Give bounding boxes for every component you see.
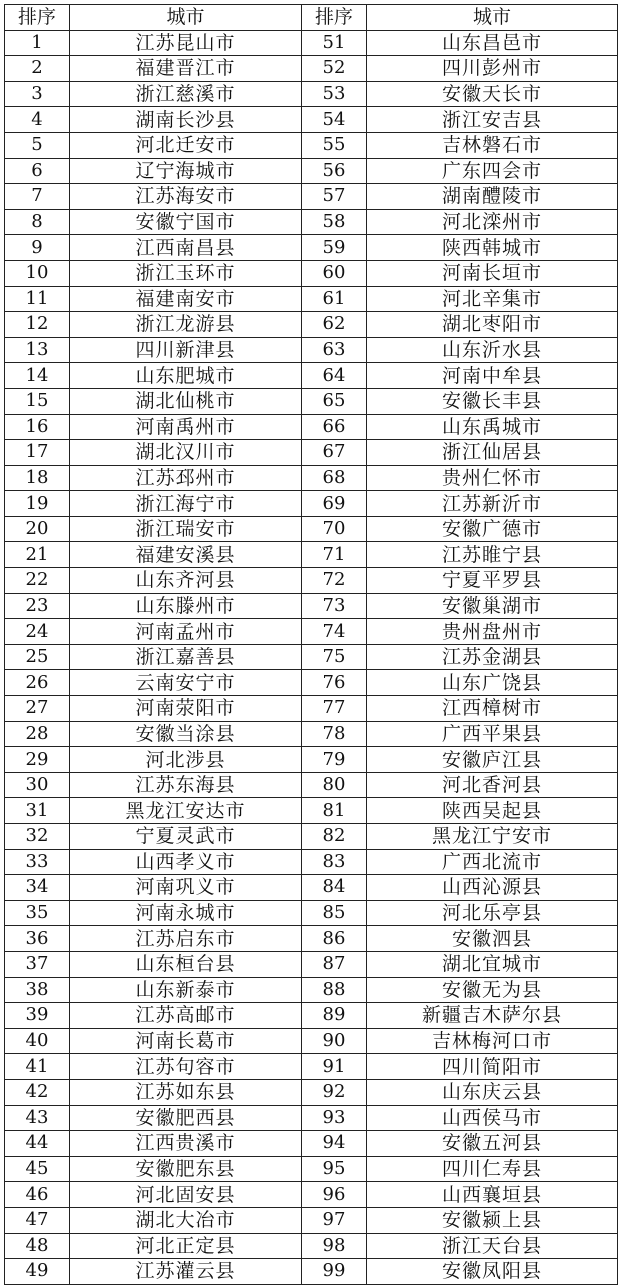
city-left-cell: 黑龙江安达市 (70, 798, 302, 824)
rank-left-cell: 46 (5, 1182, 70, 1208)
city-right-cell: 吉林磐石市 (367, 132, 618, 158)
rank-left-cell: 12 (5, 312, 70, 338)
table-row (5, 184, 618, 210)
header-rank-right: 排序 (302, 5, 367, 31)
rank-right-cell: 58 (302, 209, 367, 235)
table-row (5, 593, 618, 619)
table-row (5, 1105, 618, 1131)
rank-left-cell: 11 (5, 286, 70, 312)
rank-left-cell: 20 (5, 516, 70, 542)
rank-left-cell: 21 (5, 542, 70, 568)
table-row (5, 849, 618, 875)
city-ranking-table (4, 4, 618, 1285)
city-left-cell: 河南巩义市 (70, 875, 302, 901)
rank-left-cell: 40 (5, 1028, 70, 1054)
rank-left-cell: 1 (5, 30, 70, 56)
rank-right-cell: 72 (302, 568, 367, 594)
rank-left-cell: 3 (5, 81, 70, 107)
rank-right-cell: 74 (302, 619, 367, 645)
rank-left-cell: 38 (5, 977, 70, 1003)
table-row (5, 1259, 618, 1285)
city-left-cell: 河北涉县 (70, 747, 302, 773)
city-left-cell: 河北正定县 (70, 1233, 302, 1259)
table-row (5, 158, 618, 184)
city-left-cell: 湖北大冶市 (70, 1207, 302, 1233)
rank-right-cell: 57 (302, 184, 367, 210)
rank-right-cell: 97 (302, 1207, 367, 1233)
table-row (5, 132, 618, 158)
city-left-cell: 江苏如东县 (70, 1079, 302, 1105)
rank-right-cell: 59 (302, 235, 367, 261)
city-left-cell: 河南长葛市 (70, 1028, 302, 1054)
city-right-cell: 河北乐亭县 (367, 900, 618, 926)
city-right-cell: 贵州仁怀市 (367, 465, 618, 491)
rank-left-cell: 16 (5, 414, 70, 440)
rank-right-cell: 94 (302, 1131, 367, 1157)
rank-left-cell: 23 (5, 593, 70, 619)
table-row (5, 542, 618, 568)
table-row (5, 875, 618, 901)
city-right-cell: 黑龙江宁安市 (367, 824, 618, 850)
city-right-cell: 浙江天台县 (367, 1233, 618, 1259)
city-left-cell: 河南孟州市 (70, 619, 302, 645)
rank-right-cell: 78 (302, 721, 367, 747)
rank-left-cell: 17 (5, 440, 70, 466)
city-right-cell: 江苏新沂市 (367, 491, 618, 517)
city-right-cell: 山东广饶县 (367, 670, 618, 696)
table-row (5, 747, 618, 773)
rank-left-cell: 27 (5, 696, 70, 722)
header-city-left: 城市 (70, 5, 302, 31)
city-right-cell: 山东沂水县 (367, 337, 618, 363)
rank-left-cell: 47 (5, 1207, 70, 1233)
rank-right-cell: 61 (302, 286, 367, 312)
rank-right-cell: 89 (302, 1003, 367, 1029)
table-row (5, 465, 618, 491)
table-row (5, 951, 618, 977)
city-right-cell: 安徽庐江县 (367, 747, 618, 773)
rank-left-cell: 5 (5, 132, 70, 158)
rank-right-cell: 95 (302, 1156, 367, 1182)
city-left-cell: 浙江龙游县 (70, 312, 302, 338)
table-row (5, 56, 618, 82)
city-left-cell: 江苏启东市 (70, 926, 302, 952)
city-left-cell: 福建南安市 (70, 286, 302, 312)
rank-right-cell: 88 (302, 977, 367, 1003)
city-right-cell: 河南中牟县 (367, 363, 618, 389)
table-row (5, 107, 618, 133)
city-left-cell: 山东齐河县 (70, 568, 302, 594)
rank-right-cell: 90 (302, 1028, 367, 1054)
rank-left-cell: 7 (5, 184, 70, 210)
table-body (5, 30, 618, 1284)
header-city-right: 城市 (367, 5, 618, 31)
table-row (5, 235, 618, 261)
city-right-cell: 安徽泗县 (367, 926, 618, 952)
rank-right-cell: 79 (302, 747, 367, 773)
city-left-cell: 浙江嘉善县 (70, 644, 302, 670)
city-right-cell: 安徽长丰县 (367, 388, 618, 414)
rank-right-cell: 65 (302, 388, 367, 414)
city-right-cell: 四川彭州市 (367, 56, 618, 82)
rank-right-cell: 55 (302, 132, 367, 158)
city-left-cell: 河南荥阳市 (70, 696, 302, 722)
table-row (5, 1028, 618, 1054)
city-left-cell: 安徽肥东县 (70, 1156, 302, 1182)
city-right-cell: 江西樟树市 (367, 696, 618, 722)
city-right-cell: 江苏睢宁县 (367, 542, 618, 568)
table-row (5, 926, 618, 952)
rank-right-cell: 75 (302, 644, 367, 670)
rank-right-cell: 67 (302, 440, 367, 466)
table-row (5, 696, 618, 722)
city-right-cell: 山东昌邑市 (367, 30, 618, 56)
table-row (5, 670, 618, 696)
table-row (5, 363, 618, 389)
rank-left-cell: 18 (5, 465, 70, 491)
rank-right-cell: 60 (302, 260, 367, 286)
city-right-cell: 浙江仙居县 (367, 440, 618, 466)
rank-left-cell: 26 (5, 670, 70, 696)
rank-right-cell: 86 (302, 926, 367, 952)
city-right-cell: 安徽颍上县 (367, 1207, 618, 1233)
city-left-cell: 山东桓台县 (70, 951, 302, 977)
rank-left-cell: 33 (5, 849, 70, 875)
city-left-cell: 浙江慈溪市 (70, 81, 302, 107)
city-left-cell: 河南禹州市 (70, 414, 302, 440)
table-row (5, 1079, 618, 1105)
city-right-cell: 广东四会市 (367, 158, 618, 184)
city-left-cell: 安徽当涂县 (70, 721, 302, 747)
table-row (5, 209, 618, 235)
rank-left-cell: 14 (5, 363, 70, 389)
rank-left-cell: 39 (5, 1003, 70, 1029)
rank-left-cell: 19 (5, 491, 70, 517)
rank-right-cell: 83 (302, 849, 367, 875)
rank-left-cell: 13 (5, 337, 70, 363)
header-rank-left: 排序 (5, 5, 70, 31)
rank-right-cell: 70 (302, 516, 367, 542)
city-left-cell: 浙江海宁市 (70, 491, 302, 517)
city-left-cell: 浙江玉环市 (70, 260, 302, 286)
rank-left-cell: 25 (5, 644, 70, 670)
rank-right-cell: 98 (302, 1233, 367, 1259)
rank-left-cell: 45 (5, 1156, 70, 1182)
rank-right-cell: 91 (302, 1054, 367, 1080)
city-left-cell: 湖北汉川市 (70, 440, 302, 466)
table-row (5, 644, 618, 670)
rank-left-cell: 29 (5, 747, 70, 773)
table-row (5, 1182, 618, 1208)
city-right-cell: 宁夏平罗县 (367, 568, 618, 594)
table-row (5, 1233, 618, 1259)
rank-left-cell: 9 (5, 235, 70, 261)
table-row (5, 440, 618, 466)
rank-left-cell: 43 (5, 1105, 70, 1131)
city-left-cell: 江苏东海县 (70, 772, 302, 798)
table-row (5, 30, 618, 56)
city-right-cell: 吉林梅河口市 (367, 1028, 618, 1054)
rank-left-cell: 8 (5, 209, 70, 235)
city-right-cell: 山西襄垣县 (367, 1182, 618, 1208)
city-right-cell: 安徽天长市 (367, 81, 618, 107)
city-left-cell: 湖南长沙县 (70, 107, 302, 133)
table-row (5, 900, 618, 926)
rank-right-cell: 77 (302, 696, 367, 722)
city-left-cell: 山西孝义市 (70, 849, 302, 875)
rank-right-cell: 62 (302, 312, 367, 338)
table-row (5, 286, 618, 312)
rank-right-cell: 71 (302, 542, 367, 568)
rank-left-cell: 37 (5, 951, 70, 977)
city-right-cell: 湖南醴陵市 (367, 184, 618, 210)
city-right-cell: 广西北流市 (367, 849, 618, 875)
table-header-row (5, 5, 618, 31)
rank-left-cell: 30 (5, 772, 70, 798)
city-right-cell: 山东禹城市 (367, 414, 618, 440)
rank-left-cell: 6 (5, 158, 70, 184)
rank-left-cell: 4 (5, 107, 70, 133)
rank-right-cell: 56 (302, 158, 367, 184)
city-left-cell: 湖北仙桃市 (70, 388, 302, 414)
table-row (5, 798, 618, 824)
table-row (5, 516, 618, 542)
rank-right-cell: 92 (302, 1079, 367, 1105)
table-row (5, 1003, 618, 1029)
table-row (5, 388, 618, 414)
city-right-cell: 广西平果县 (367, 721, 618, 747)
city-right-cell: 陕西吴起县 (367, 798, 618, 824)
rank-left-cell: 24 (5, 619, 70, 645)
rank-right-cell: 53 (302, 81, 367, 107)
rank-right-cell: 76 (302, 670, 367, 696)
city-left-cell: 宁夏灵武市 (70, 824, 302, 850)
rank-right-cell: 84 (302, 875, 367, 901)
rank-left-cell: 28 (5, 721, 70, 747)
rank-left-cell: 32 (5, 824, 70, 850)
city-left-cell: 山东肥城市 (70, 363, 302, 389)
table-row (5, 568, 618, 594)
rank-left-cell: 49 (5, 1259, 70, 1285)
rank-right-cell: 96 (302, 1182, 367, 1208)
city-right-cell: 安徽无为县 (367, 977, 618, 1003)
rank-left-cell: 44 (5, 1131, 70, 1157)
city-left-cell: 福建安溪县 (70, 542, 302, 568)
city-right-cell: 新疆吉木萨尔县 (367, 1003, 618, 1029)
city-right-cell: 河北香河县 (367, 772, 618, 798)
city-right-cell: 四川仁寿县 (367, 1156, 618, 1182)
city-right-cell: 安徽五河县 (367, 1131, 618, 1157)
city-left-cell: 河北迁安市 (70, 132, 302, 158)
city-left-cell: 江西南昌县 (70, 235, 302, 261)
rank-right-cell: 87 (302, 951, 367, 977)
city-right-cell: 山东庆云县 (367, 1079, 618, 1105)
rank-right-cell: 52 (302, 56, 367, 82)
city-left-cell: 江西贵溪市 (70, 1131, 302, 1157)
rank-left-cell: 35 (5, 900, 70, 926)
city-right-cell: 贵州盘州市 (367, 619, 618, 645)
city-left-cell: 河北固安县 (70, 1182, 302, 1208)
table-row (5, 414, 618, 440)
table-row (5, 337, 618, 363)
city-left-cell: 江苏高邮市 (70, 1003, 302, 1029)
table-row (5, 619, 618, 645)
rank-right-cell: 80 (302, 772, 367, 798)
rank-left-cell: 31 (5, 798, 70, 824)
city-left-cell: 安徽宁国市 (70, 209, 302, 235)
city-left-cell: 江苏灌云县 (70, 1259, 302, 1285)
rank-left-cell: 36 (5, 926, 70, 952)
rank-right-cell: 51 (302, 30, 367, 56)
table-row (5, 312, 618, 338)
city-right-cell: 安徽凤阳县 (367, 1259, 618, 1285)
rank-left-cell: 48 (5, 1233, 70, 1259)
table-row (5, 491, 618, 517)
table-row (5, 721, 618, 747)
city-right-cell: 四川简阳市 (367, 1054, 618, 1080)
rank-right-cell: 85 (302, 900, 367, 926)
city-right-cell: 陕西韩城市 (367, 235, 618, 261)
rank-right-cell: 73 (302, 593, 367, 619)
rank-left-cell: 34 (5, 875, 70, 901)
city-left-cell: 云南安宁市 (70, 670, 302, 696)
table-row (5, 1156, 618, 1182)
city-left-cell: 四川新津县 (70, 337, 302, 363)
city-right-cell: 湖北宜城市 (367, 951, 618, 977)
rank-left-cell: 10 (5, 260, 70, 286)
table-row (5, 824, 618, 850)
city-right-cell: 江苏金湖县 (367, 644, 618, 670)
rank-right-cell: 82 (302, 824, 367, 850)
rank-left-cell: 22 (5, 568, 70, 594)
city-right-cell: 河北滦州市 (367, 209, 618, 235)
city-left-cell: 河南永城市 (70, 900, 302, 926)
city-left-cell: 辽宁海城市 (70, 158, 302, 184)
city-right-cell: 河南长垣市 (367, 260, 618, 286)
rank-left-cell: 15 (5, 388, 70, 414)
rank-right-cell: 81 (302, 798, 367, 824)
rank-right-cell: 68 (302, 465, 367, 491)
rank-left-cell: 2 (5, 56, 70, 82)
rank-right-cell: 99 (302, 1259, 367, 1285)
rank-left-cell: 41 (5, 1054, 70, 1080)
table-row (5, 772, 618, 798)
table-row (5, 260, 618, 286)
city-right-cell: 安徽巢湖市 (367, 593, 618, 619)
city-left-cell: 浙江瑞安市 (70, 516, 302, 542)
city-right-cell: 山西侯马市 (367, 1105, 618, 1131)
city-right-cell: 山西沁源县 (367, 875, 618, 901)
rank-right-cell: 66 (302, 414, 367, 440)
city-left-cell: 江苏昆山市 (70, 30, 302, 56)
rank-left-cell: 42 (5, 1079, 70, 1105)
city-left-cell: 山东新泰市 (70, 977, 302, 1003)
rank-right-cell: 54 (302, 107, 367, 133)
city-left-cell: 安徽肥西县 (70, 1105, 302, 1131)
table-row (5, 977, 618, 1003)
city-left-cell: 江苏句容市 (70, 1054, 302, 1080)
city-right-cell: 河北辛集市 (367, 286, 618, 312)
table-row (5, 1054, 618, 1080)
city-left-cell: 山东滕州市 (70, 593, 302, 619)
city-left-cell: 江苏邳州市 (70, 465, 302, 491)
rank-right-cell: 93 (302, 1105, 367, 1131)
city-right-cell: 浙江安吉县 (367, 107, 618, 133)
table-row (5, 1207, 618, 1233)
table-row (5, 1131, 618, 1157)
city-left-cell: 福建晋江市 (70, 56, 302, 82)
rank-right-cell: 69 (302, 491, 367, 517)
table-row (5, 81, 618, 107)
city-right-cell: 安徽广德市 (367, 516, 618, 542)
city-right-cell: 湖北枣阳市 (367, 312, 618, 338)
city-left-cell: 江苏海安市 (70, 184, 302, 210)
rank-right-cell: 64 (302, 363, 367, 389)
rank-right-cell: 63 (302, 337, 367, 363)
